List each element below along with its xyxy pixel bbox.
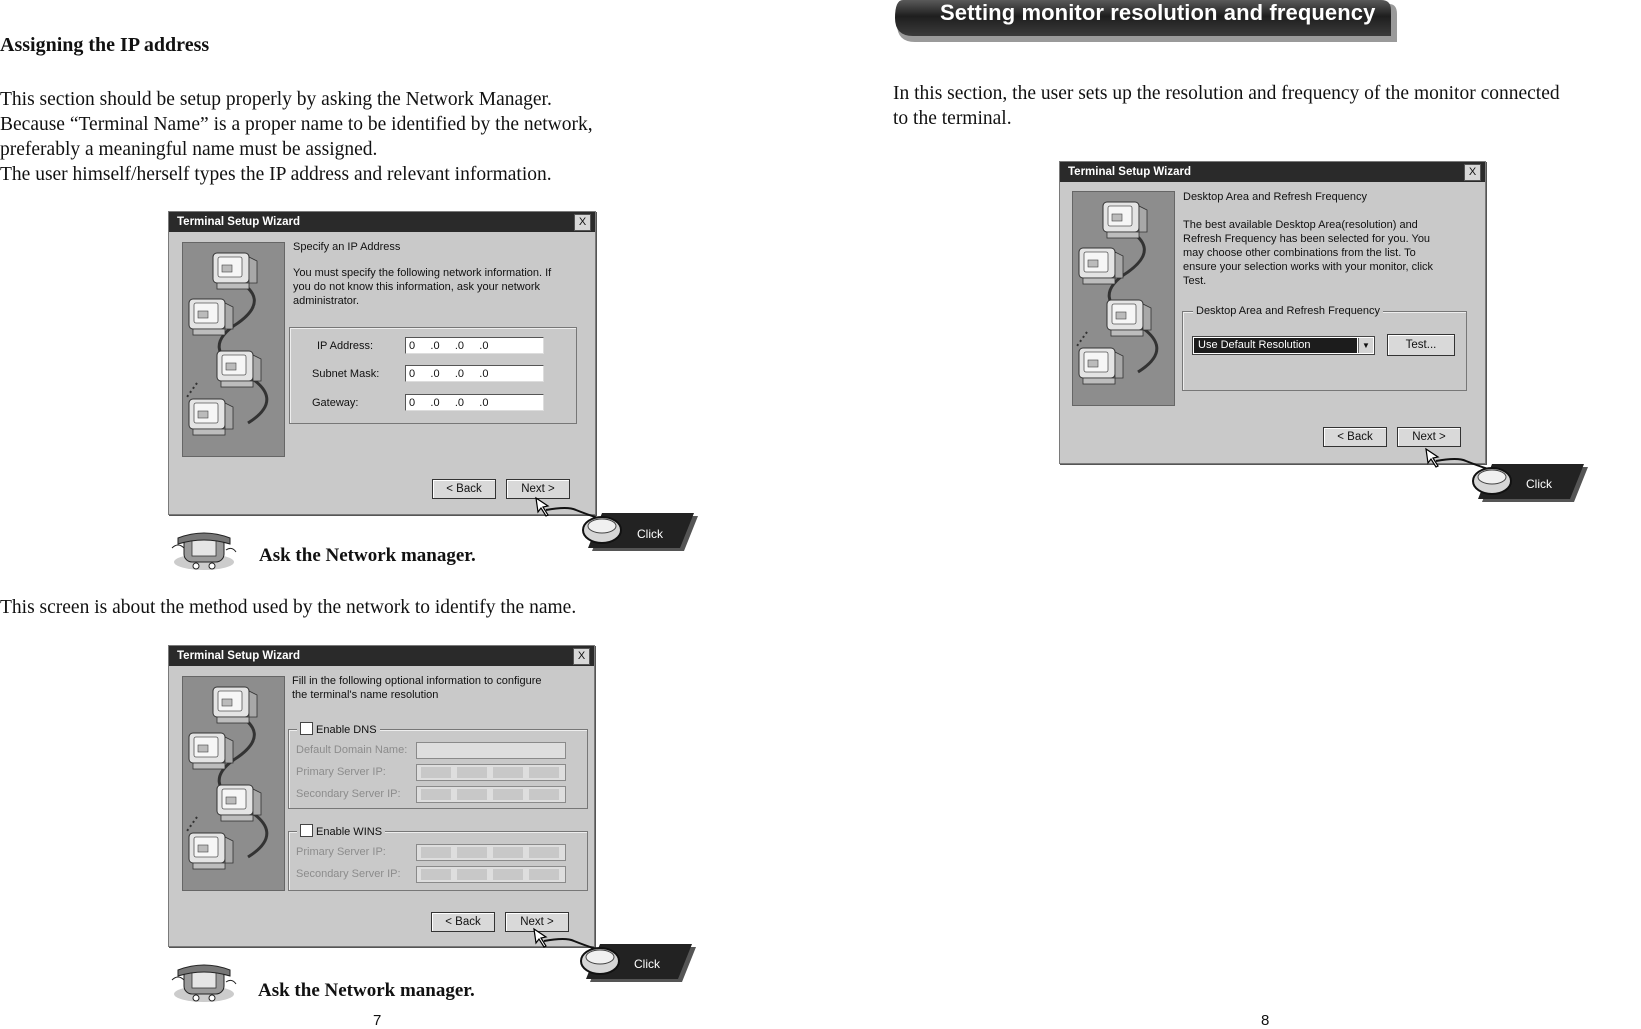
name-resolution-dialog	[168, 645, 595, 947]
para-line: This section should be setup properly by asking the Network Manager.	[0, 89, 552, 110]
network-fields-group	[289, 327, 577, 424]
resolution-group	[1182, 305, 1467, 391]
desc-line: Refresh Frequency has been selected for you. You	[1183, 233, 1431, 245]
back-button[interactable]: < Back	[1323, 427, 1387, 447]
gateway-label: Gateway:	[312, 397, 359, 409]
wins-secondary-server-label: Secondary Server IP:	[296, 868, 401, 880]
mouse-cursor-icon	[1424, 447, 1590, 505]
click-label: Click	[1526, 477, 1552, 491]
dns-group	[288, 724, 588, 809]
ip-address-label: IP Address:	[317, 340, 374, 352]
intro-paragraph	[0, 87, 593, 187]
test-button[interactable]: Test...	[1387, 334, 1455, 356]
dns-group-header	[297, 722, 380, 737]
dns-secondary-server-field[interactable]	[416, 786, 566, 803]
telephone-icon	[170, 530, 244, 578]
dialog-header: Specify an IP Address	[293, 241, 401, 253]
mouse-cursor-icon	[532, 927, 698, 985]
click-label: Click	[637, 527, 663, 541]
dialog-description	[293, 266, 551, 308]
dns-primary-server-label: Primary Server IP:	[296, 766, 386, 778]
dialog-description	[292, 674, 541, 702]
dialog-titlebar	[1060, 162, 1485, 182]
resolution-select[interactable]	[1192, 336, 1375, 355]
ip-address-dialog	[168, 211, 596, 515]
wins-primary-server-field[interactable]	[416, 844, 566, 861]
desc-line: you do not know this information, ask your network	[293, 281, 541, 293]
chevron-down-icon[interactable]: ▼	[1358, 338, 1373, 353]
page-number: 7	[373, 1012, 382, 1029]
desc-line: may choose other combinations from the list. To	[1183, 247, 1416, 259]
resolution-dialog	[1059, 161, 1486, 464]
desc-line: the terminal's name resolution	[292, 689, 439, 701]
page-number: 8	[1261, 1012, 1270, 1029]
default-domain-label: Default Domain Name:	[296, 744, 408, 756]
mouse-cursor-icon	[534, 496, 700, 554]
section-heading: Assigning the IP address	[0, 34, 210, 56]
intro-paragraph	[893, 81, 1560, 131]
enable-wins-label: Enable WINS	[316, 826, 383, 838]
default-domain-field[interactable]	[416, 742, 566, 759]
network-illustration	[1072, 191, 1175, 406]
section-banner-title: Setting monitor resolution and frequency	[940, 0, 1376, 25]
desc-line: ensure your selection works with your monitor, click	[1183, 261, 1434, 273]
resolution-group-label: Desktop Area and Refresh Frequency	[1193, 305, 1383, 318]
dns-primary-server-field[interactable]	[416, 764, 566, 781]
enable-wins-checkbox[interactable]	[300, 824, 313, 837]
desc-line: You must specify the following network information. If	[293, 267, 552, 279]
next-button[interactable]: Next >	[506, 479, 570, 499]
gateway-field[interactable]: 0 .0 .0 .0	[405, 394, 544, 411]
desc-line: The best available Desktop Area(resolution) and	[1183, 219, 1418, 231]
network-illustration	[182, 242, 285, 457]
desc-line: administrator.	[293, 295, 360, 307]
wins-group	[288, 826, 588, 891]
back-button[interactable]: < Back	[431, 912, 495, 932]
dialog-titlebar	[169, 212, 595, 232]
para-line: to the terminal.	[893, 108, 1012, 129]
dialog-title: Terminal Setup Wizard	[177, 216, 301, 228]
ask-network-manager-note: Ask the Network manager.	[259, 545, 476, 566]
back-button[interactable]: < Back	[432, 479, 496, 499]
dialog-title: Terminal Setup Wizard	[177, 650, 301, 662]
desc-line: Fill in the following optional information to configure	[292, 675, 542, 687]
next-button[interactable]: Next >	[1397, 427, 1461, 447]
wins-primary-server-label: Primary Server IP:	[296, 846, 386, 858]
enable-dns-label: Enable DNS	[316, 724, 377, 736]
dns-secondary-server-label: Secondary Server IP:	[296, 788, 401, 800]
para-line: preferably a meaningful name must be assigned.	[0, 139, 378, 160]
dialog-title: Terminal Setup Wizard	[1068, 166, 1192, 178]
dialog-header: Desktop Area and Refresh Frequency	[1183, 191, 1368, 203]
para-line: In this section, the user sets up the resolution and frequency of the monitor connected	[893, 83, 1560, 104]
next-button[interactable]: Next >	[505, 912, 569, 932]
wins-secondary-server-field[interactable]	[416, 866, 566, 883]
resolution-select-value: Use Default Resolution	[1194, 338, 1357, 353]
dialog-description	[1183, 218, 1433, 288]
desc-line: Test.	[1183, 275, 1207, 287]
close-button[interactable]: X	[573, 648, 590, 665]
close-button[interactable]: X	[1464, 164, 1481, 181]
para-line: The user himself/herself types the IP address and relevant information.	[0, 164, 552, 185]
ip-address-field[interactable]: 0 .0 .0 .0	[405, 337, 544, 354]
telephone-icon	[170, 962, 244, 1010]
second-paragraph: This screen is about the method used by the network to identify the name.	[0, 597, 577, 618]
network-illustration	[182, 676, 285, 891]
dialog-titlebar	[169, 646, 594, 666]
click-label: Click	[634, 957, 660, 971]
close-button[interactable]: X	[574, 214, 591, 231]
enable-dns-checkbox[interactable]	[300, 722, 313, 735]
wins-group-header	[297, 824, 385, 839]
para-line: Because “Terminal Name” is a proper name to be identified by the network,	[0, 114, 593, 135]
subnet-mask-field[interactable]: 0 .0 .0 .0	[405, 365, 544, 382]
ask-network-manager-note: Ask the Network manager.	[258, 980, 475, 1001]
subnet-mask-label: Subnet Mask:	[312, 368, 380, 380]
